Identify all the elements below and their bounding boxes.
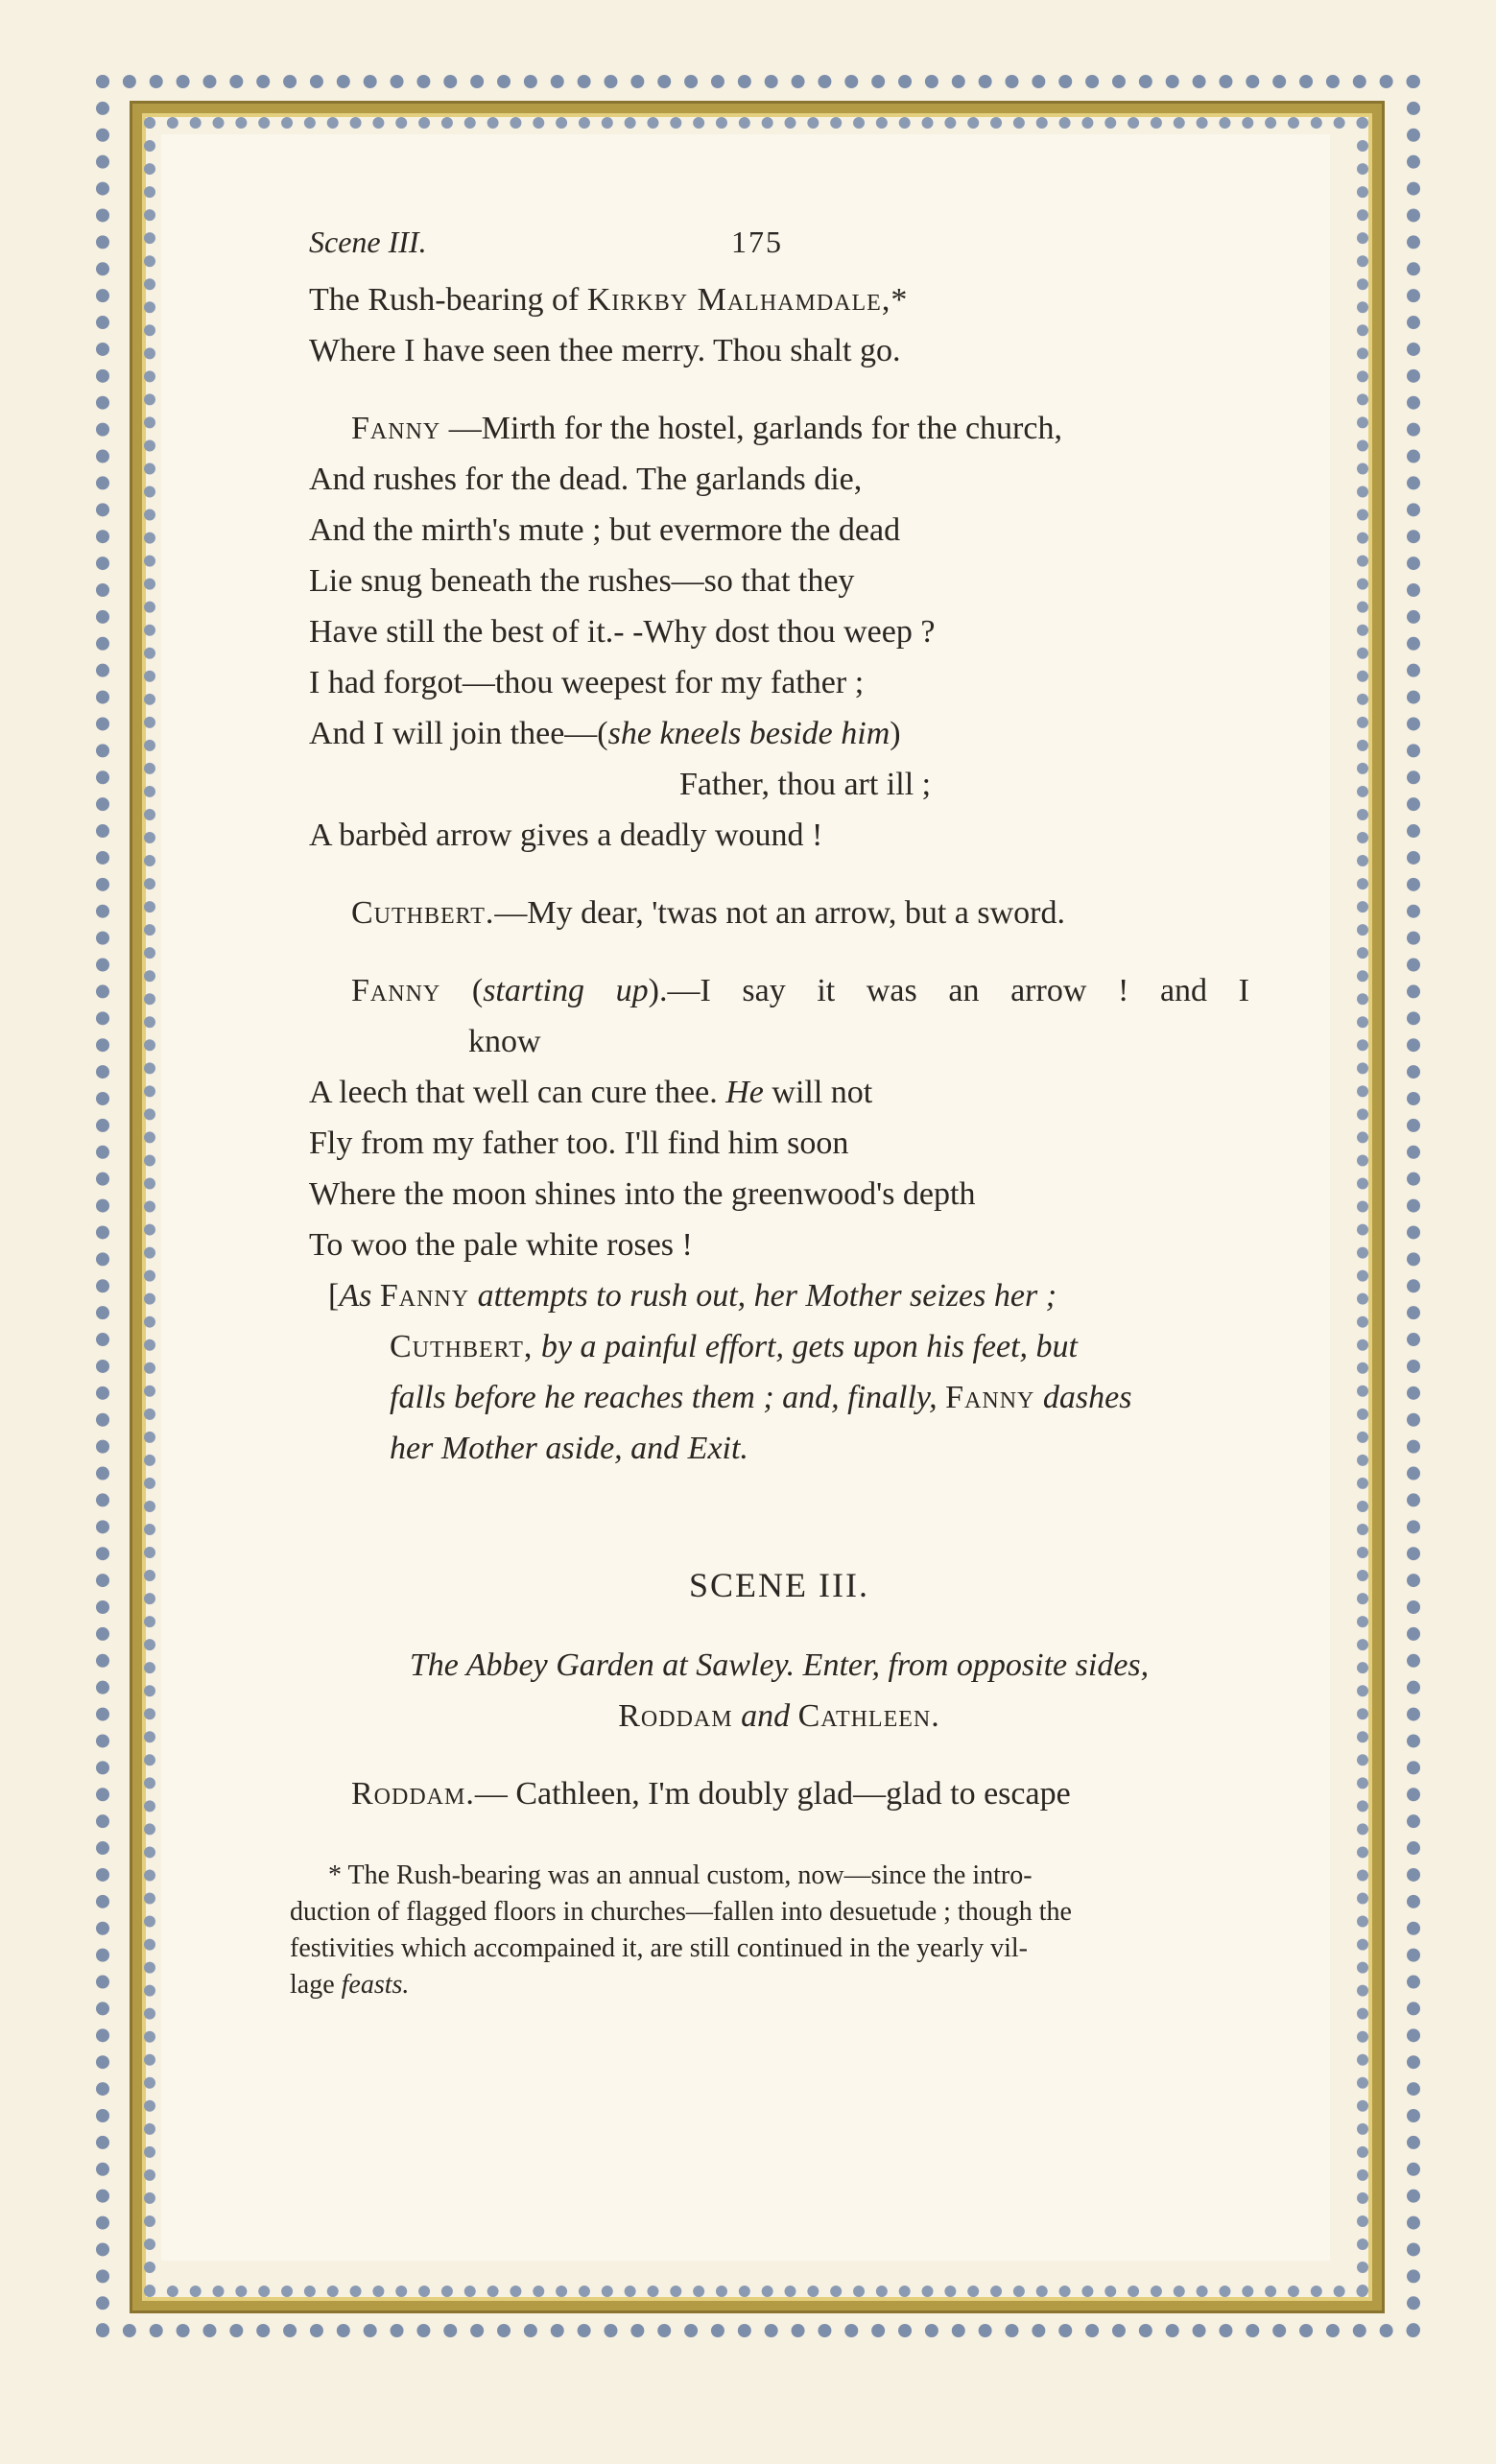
verse-line: And the mirth's mute ; but evermore the dead xyxy=(309,512,901,548)
speaker-name: Fanny xyxy=(351,411,441,446)
verse-line: A leech that well can cure thee. He will not xyxy=(309,1075,873,1110)
speaker-name: Fanny xyxy=(351,973,441,1008)
scene-heading: SCENE III. xyxy=(689,1566,869,1604)
stage-direction: falls before he reaches them ; and, finally, Fanny dashes xyxy=(390,1380,1132,1415)
footnote: * The Rush-bearing was an annual custom, now—since the intro- duction of flagged floors in churches—fallen into desuetude ; though the festivities which accompained it, are still continued in the yearly vil- lage feasts. xyxy=(290,1860,1072,2000)
verse-line: Where the moon shines into the greenwood's depth xyxy=(309,1176,976,1212)
verse-line: A barbèd arrow gives a deadly wound ! xyxy=(309,817,823,853)
speech-fanny: Fanny (starting up).—I say it was an arrow ! and I xyxy=(351,973,1249,1008)
speaker-name: Roddam. xyxy=(351,1776,475,1812)
speaker-name: Cuthbert. xyxy=(351,895,495,931)
verse-line: And rushes for the dead. The garlands die, xyxy=(309,462,863,497)
verse-line: Have still the best of it.- -Why dost thou weep ? xyxy=(309,614,936,650)
verse-line: Father, thou art ill ; xyxy=(679,767,932,802)
scene-setting: The Abbey Garden at Sawley. Enter, from opposite sides, xyxy=(409,1647,1150,1683)
verse-line: To woo the pale white roses ! xyxy=(309,1227,693,1263)
stage-direction: her Mother aside, and Exit. xyxy=(390,1431,748,1466)
speech-fanny: Fanny —Mirth for the hostel, garlands for the church, xyxy=(351,411,1062,446)
footnote-mark: * xyxy=(890,282,908,318)
speech-cuthbert: Cuthbert.—My dear, 'twas not an arrow, but a sword. xyxy=(351,895,1065,931)
running-head: Scene III. xyxy=(309,225,427,259)
page-number: 175 xyxy=(731,225,783,259)
verse-line: And I will join thee—(she kneels beside him) xyxy=(309,716,901,751)
verse-line: know xyxy=(468,1024,541,1059)
scene-characters: Roddam and Cathleen. xyxy=(618,1698,940,1734)
verse-line: I had forgot—thou weepest for my father ; xyxy=(309,665,865,700)
verse-line: Fly from my father too. I'll find him soon xyxy=(309,1125,849,1161)
verse-line: The Rush-bearing of Kirkby Malhamdale,* xyxy=(309,282,908,318)
verse-line: Lie snug beneath the rushes—so that they xyxy=(309,563,855,599)
running-header xyxy=(309,217,1249,274)
speech-roddam: Roddam.— Cathleen, I'm doubly glad—glad to escape xyxy=(351,1776,1071,1812)
verse-line: Where I have seen thee merry. Thou shalt go. xyxy=(309,333,901,368)
stage-direction: Cuthbert, by a painful effort, gets upon his feet, but xyxy=(390,1329,1078,1364)
page-content xyxy=(290,217,1249,2003)
stage-direction: [As Fanny attempts to rush out, her Mother seizes her ; xyxy=(328,1278,1057,1314)
